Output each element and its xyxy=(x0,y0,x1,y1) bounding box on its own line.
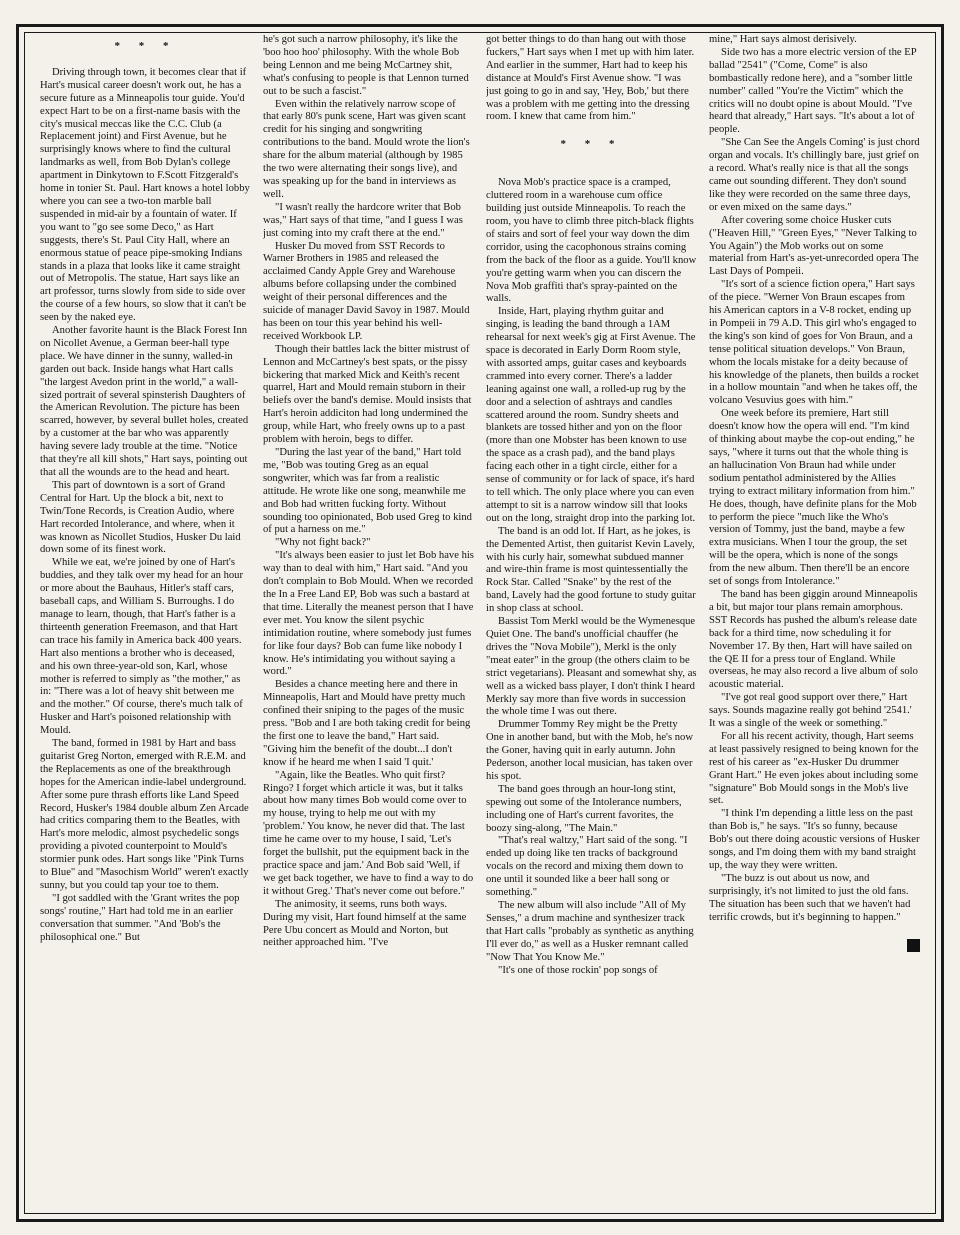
end-of-article-mark xyxy=(907,939,920,952)
paragraph: Husker Du moved from SST Records to Warner Brothers in 1985 and released the acclaimed Candy Apple Grey and Warehouse albums before collapsing under the combined weight of their personal differences and the suicide of manager David Savoy in 1987. Mould has been on tour this year behind his well-received Workbook LP. xyxy=(263,240,470,342)
paragraph: "The buzz is out about us now, and surprisingly, it's not limited to just the old fans. The situation has been such that we haven't had terrific crowds, but it's beginning to happen." xyxy=(709,872,911,923)
paragraph: Side two has a more electric version of the EP ballad "2541" ("Come, Come" is also bombastically redone here), and a "somber little number" called "You're the Victim" which the critics will no doubt opine is about Mould. "I've heard that already," Hart says. "It's about a lot of people. xyxy=(709,46,917,136)
section-separator: * * * xyxy=(114,40,177,52)
paragraph: "I wasn't really the hardcore writer that Bob was," Hart says of that time, "and I guess I was just coming into my craft there at the end." xyxy=(263,201,463,239)
paragraph: Though their battles lack the bitter mistrust of Lennon and McCartney's best spats, or the pissy bickering that marked Mick and Keith's recent quarrel, Hart and Mould remain stuborn in their beliefs over the band's demise. Mould insists that Hart's heroin addiciton had long undermined the group, while Hart, who freely owns up to a past problem with heroin, begs to differ. xyxy=(263,343,472,446)
paragraph: For all his recent activity, though, Hart seems at least passively resigned to being known for the rest of his career as "ex-Husker Du drummer Grant Hart." He even jokes about including some "signature" Bob Mould songs in the Mob's live set. xyxy=(709,730,919,807)
section-separator: * * * xyxy=(560,138,623,151)
paragraph: "During the last year of the band," Hart told me, "Bob was touting Greg as an equal songwriter, which was far from a realistic attitude. He wrote like one song, meanwhile me and Bob had written fucking forty. Without sounding too opinionated, Bob used Greg to kind of put a harness on me." xyxy=(263,447,472,536)
paragraph: "It's sort of a science fiction opera," Hart says of the piece. "Werner Von Braun escapes from his American captors in a V-8 rocket, ending up in Pompeii in 79 A.D. This girl who's engaged to the king's son kind of goes for Von Braun, and a tense political situation develops." Von Braun, whom the locals mistake for a deity because of his knowledge of the planets, then builds a rocket in a hollow mountain "and when he takes off, the volcano Vesuvius goes with him." xyxy=(709,279,919,407)
column-3 xyxy=(486,34,697,1204)
paragraph: "That's real waltzy," Hart said of the song. "I ended up doing like ten tracks of background vocals on the record and mixing them down to one until it sounded like a beer hall song or something." xyxy=(486,835,688,899)
column-1 xyxy=(40,34,251,1204)
paragraph: Bassist Tom Merkl would be the Wymenesque Quiet One. The band's unofficial chauffer (he drives the "Nova Mobile"), Merkl is the only "meat eater" in the group (the others claim to be strict vegetarians). Pleasant and somewhat shy, as well as a wicked bass player, I don't think I heard Merkly say more than five words in succession the whole time I was out there. xyxy=(486,616,697,718)
paragraph: he's got such a narrow philosophy, it's like the 'boo hoo hoo' philosophy. With the whole Bob being Lennon and me being McCartney shit, what's confusing to people is that Lennon turned out to be such a fascist." xyxy=(263,34,469,97)
column-2 xyxy=(263,34,474,1204)
paragraph: The band, formed in 1981 by Hart and bass guitarist Greg Norton, emerged with R.E.M. and the Replacements as one of the breakthrough hopes for the American indie-label underground. After some pure thrash efforts like Land Speed Record, Husker's 1984 double album Zen Arcade had critics comparing them to the Beatles, with Hart's more melodic, almost psychedelic songs providing a pivoted counterpoint to Mould's stormier punk odes. Hart songs like "Pink Turns to Blue" and "Masochism World" weren't exactly sunny, but you could tap your toe to them. xyxy=(40,738,249,891)
paragraph: got better things to do than hang out with those fuckers," Hart says when I met up with him later. And earlier in the summer, Hart had to keep his distance at Mould's First Avenue show. "I was just going to go in and say, 'Hey, Bob,' but there was a problem with me getting into the dressing room. I knew that came from him." xyxy=(486,34,695,123)
paragraph: Besides a chance meeting here and there in Minneapolis, Hart and Mould have pretty much confined their sniping to the pages of the music press. "Bob and I are both taking credit for being the first one to leave the band," Hart said. "Giving him the benefit of the doubt...I don't know if he heard me when I said 'I quit.' xyxy=(263,679,471,768)
article-body xyxy=(40,34,920,1204)
paragraph: The band goes through an hour-long stint, spewing out some of the Intolerance numbers, including one of Hart's current favorites, the boozy sing-along, "The Main." xyxy=(486,783,682,834)
paragraph: After covering some choice Husker cuts ("Heaven Hill," "Green Eyes," "Never Talking to You Again") the Mob works out on some material from Hart's as-yet-unrecorded opera The Last Days of Pompeii. xyxy=(709,214,919,278)
paragraph: The band is an odd lot. If Hart, as he jokes, is the Demented Artist, then guitarist Kevin Lavely, with his curly hair, somewhat subdued manner and wire-thin frame is most quintessentially the Rock Star. Called "Snake" by the rest of the band, Lavely had the good fortune to study guitar in shop class at school. xyxy=(486,525,696,615)
paragraph: One week before its premiere, Hart still doesn't know how the opera will end. "I'm kind of thinking about maybe the cop-out ending," he says, "where it turns out that the whole thing is an hallucination Von Braun had while under sodium pentathol administered by the Allies trying to extract military information from him." He does, though, have definite plans for the Mob to perform the piece "much like the Who's version of Tommy, just the band, maybe a few extra musicians. When I tour the group, the set will be the opera, which is none of the songs from the new album. Then there'll be an encore set of songs from Intolerance." xyxy=(709,408,917,588)
paragraph: mine," Hart says almost derisively. xyxy=(709,34,857,45)
paragraph: While we eat, we're joined by one of Hart's buddies, and they talk over my head for an hour or more about the Bauhaus, Hitler's staff cars, baseball caps, and William S. Burroughs. I do manage to learn, though, that Hart's father is a thirteenth generation Freemason, and that Hart can trace his family in America back 400 years. Hart also mentions a brother who is deceased, and his own three-year-old son, Karl, whose mother is referred to simply as "the mother," as in: "There was a lot of heavy shit between me and the mother." Of course, there's much talk of Husker and Hart's poisoned relationship with Mould. xyxy=(40,557,243,737)
paragraph: "I got saddled with the 'Grant writes the pop songs' routine," Hart had told me in an earlier conversation that summer. "And 'Bob's the philosophical one." But xyxy=(40,892,240,943)
paragraph: Another favorite haunt is the Black Forest Inn on Nicollet Avenue, a German beer-hall type place. We have dinner in the sunny, walled-in garden out back. Inside hangs what Hart calls "the largest Avedon print in the world," a wall-sized portrait of several spinsterish Daughters of the American Revolution. The picture has been scarred, however, by several bullet holes, created by a customer at the bar who was apparently having severe lady trouble at the time. "Notice that they're all kill shots," Hart says, pointing out that all the wounds are to the head and heart. xyxy=(40,325,249,478)
paragraph: Inside, Hart, playing rhythm guitar and singing, is leading the band through a 1AM rehearsal for next week's gig at First Avenue. The space is decorated in Early Dorm Room style, with assorted amps, guitar cases and keyboards crammed into every corner. There's a ladder leaning against one wall, a rolled-up rug by the door and a selection of ashtrays and candles scattered around the room. Sundry sheets and blankets are tossed hither and yon on the floor (more than one Mobster has been known to use the space as a crash pad), and the band plays facing each other in a tight circle, either for a sense of community or for lack of space, it's hard to tell which. The only place where you can even attempt to sit is a narrow window sill that looks out on the long, straight drop into the parking lot. xyxy=(486,306,696,524)
paragraph: Nova Mob's practice space is a cramped, cluttered room in a warehouse cum office building just outside Minneapolis. To reach the room, you have to climb three pitch-black flights of stairs and sort of feel your way down the dim corridor, using the cacophonous strains coming from the back of the floor as a guide. You'll know you're getting warm when you can discern the Nova Mob graffiti that's spray-painted on the walls. xyxy=(486,177,697,305)
paragraph: The animosity, it seems, runs both ways. During my visit, Hart found himself at the same Pere Ubu concert as Mould and Norton, but neither approached him. "I've xyxy=(263,898,467,949)
paragraph: Drummer Tommy Rey might be the Pretty One in another band, but with the Mob, he's now the Goner, having quit in early autumn. John Pederson, another local musician, has taken over his spot. xyxy=(486,719,693,782)
paragraph: "It's one of those rockin' pop songs of xyxy=(498,964,658,976)
paragraph: "Again, like the Beatles. Who quit first? Ringo? I forget which article it was, but it talks about how many times Bob would come over to my house, trying to help me out with my 'problem.' You know, he never did that. The last time he came over to my house, I said, 'Let's forget the bullshit, put the equipment back in the practice space and jam.' And Bob said 'Well, if we get back together, we have to find a way to do it without Greg.' That's never come out before." xyxy=(263,769,474,897)
paragraph: "Why not fight back?" xyxy=(275,537,371,549)
paragraph: "She Can See the Angels Coming' is just chord organ and vocals. It's chillingly bare, just grief on a record. What's really nice is that all the songs came out sounding different. They don't sound like they were recorded on the same three days, or even mixed on the same days." xyxy=(709,137,920,213)
column-4 xyxy=(709,34,920,1204)
paragraph: This part of downtown is a sort of Grand Central for Hart. Up the block a bit, next to Twin/Tone Records, is Creation Audio, where Hart recorded Intolerance, and where, when it was known as Nicollet Studios, Husker Du laid down some of its finest work. xyxy=(40,479,241,556)
paragraph: Even within the relatively narrow scope of that early 80's punk scene, Hart was given scant credit for his singing and songwriting contributions to the band. Mould wrote the lion's share for the album material (although by 1985 the two were alternating their songs live), and was speaking up for the band in interviews as well. xyxy=(263,98,470,200)
paragraph: "I think I'm depending a little less on the past than Bob is," he says. "It's so funny, because Bob's out there doing acoustic versions of Husker songs, and I'm doing them with my band straight up, the way they were written. xyxy=(709,808,920,871)
paragraph: Driving through town, it becomes clear that if Hart's musical career doesn't work out, he has a secure future as a Minneapolis tour guide. You'd expect Hart to be on a first-name basis with the city's musical meccas like the C.C. Club (a Replacement joint) and First Avenue, but he surprisingly knows where to find the cultural landmarks as well, from Bob Dylan's college apartment in Dinkytown to F.Scott Fitzgerald's home in tonier St. Paul. Hart knows a hotel lobby where you can see a two-ton marble ball suspended in mid-air by a fountain of water. If you want to "go see some Deco," as Hart suggests, there's St. Paul City Hall, where an enormous statue of peace pipe-smoking Indians stands in a plaza that looks like it came straight out of Metropolis. The statue, Hart says like an art professor, turns slowly from side to side over the course of a few hours, so slow that it can't be seen by the naked eye. xyxy=(40,66,250,324)
paragraph: The new album will also include "All of My Senses," a drum machine and synthesizer track that Hart calls "probably as synthetic as anything I'll ever do," as well as a Husker remnant called "Now That You Know Me." xyxy=(486,900,694,963)
paragraph: "It's always been easier to just let Bob have his way than to deal with him," Hart said. "And you don't complain to Bob Mould. When we recorded the In a Free Land EP, Bob was such a bastard at that time. Literally the meanest person that I have ever met. You know the silent psychic intimidation routine, where somebody just fumes for like four days? Bob can fume like nobody I know. He's intimidating you without saying a word." xyxy=(263,550,474,678)
paragraph: The band has been giggin around Minneapolis a bit, but major tour plans remain amorphous. SST Records has pushed the album's release date back for a third time, now scheduling it for November 17. By then, Hart will have sailed on the QE II for a press tour of England. While overseas, he may also record a live album of solo acoustic material. xyxy=(709,588,918,691)
paragraph: "I've got real good support over there," Hart says. Sounds magazine really got behind '2541.' It was a single of the week or something." xyxy=(709,692,912,730)
